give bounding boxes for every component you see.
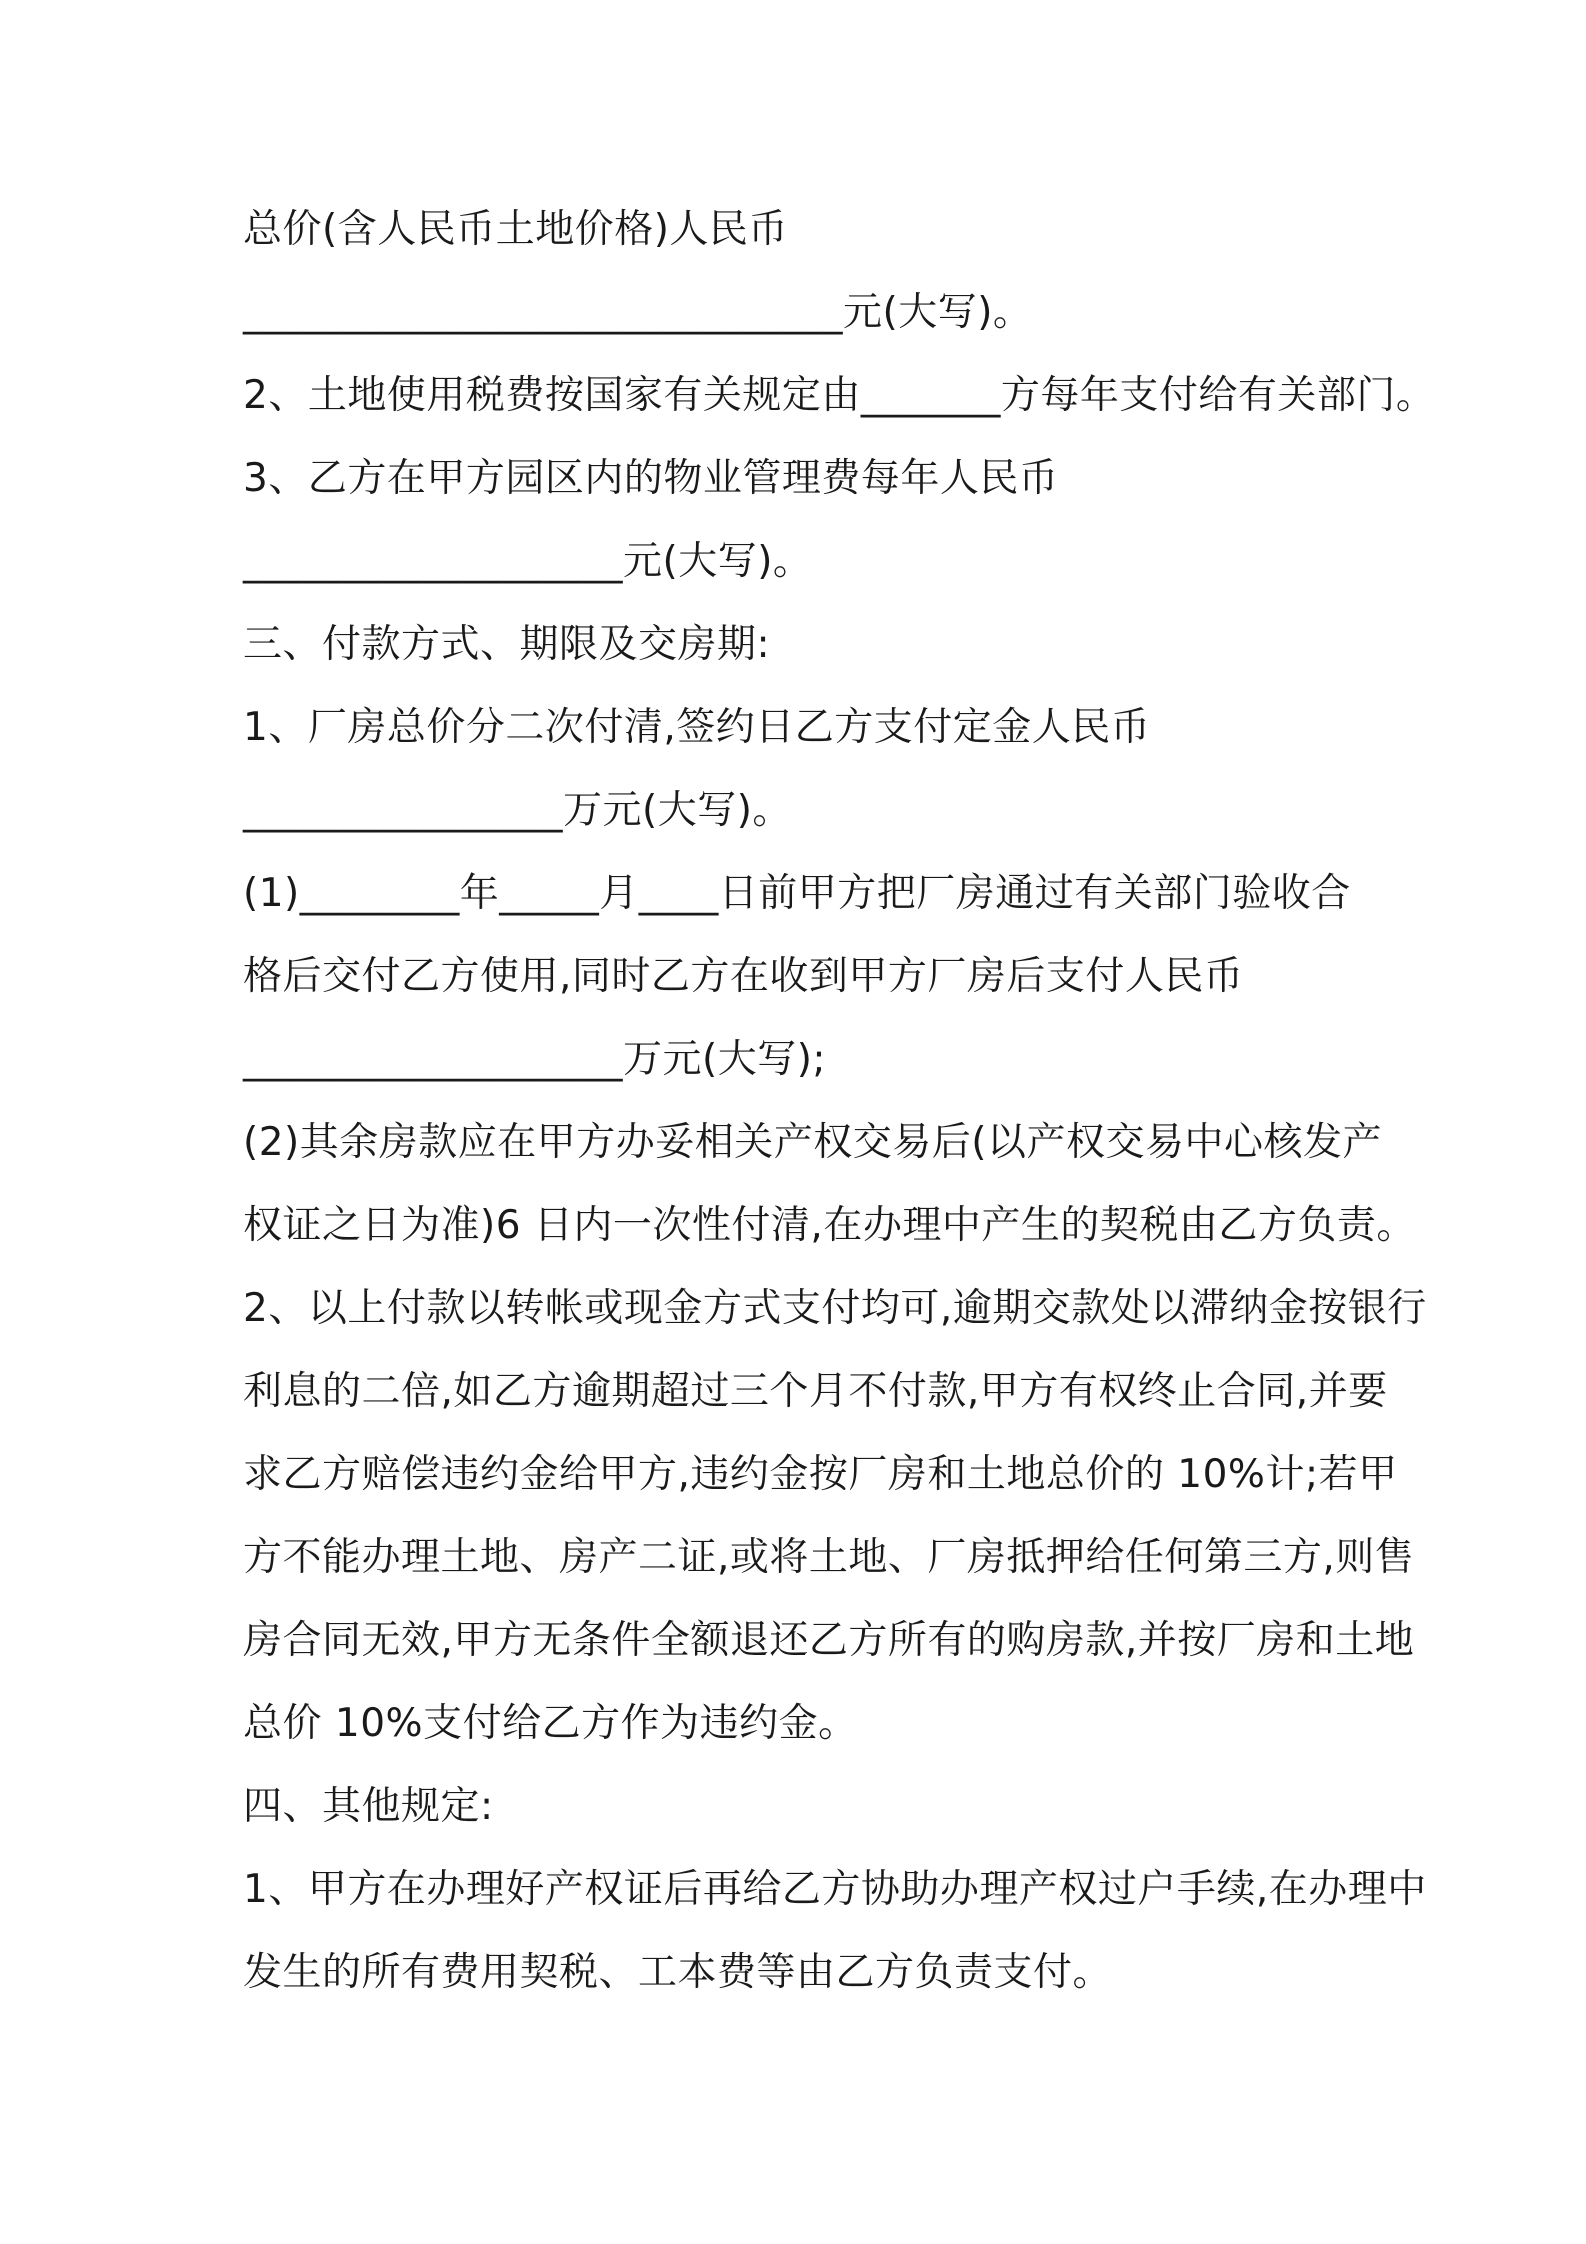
clause-payment-installments: 1、厂房总价分二次付清,签约日乙方支付定金人民币 bbox=[243, 705, 1151, 750]
clause-delivery-date-cont: 格后交付乙方使用,同时乙方在收到甲方厂房后支付人民币 bbox=[243, 954, 1244, 999]
property-fee-amount-line: ___________________元(大写)。 bbox=[243, 539, 813, 584]
clause-payment-method-cont-1: 利息的二倍,如乙方逾期超过三个月不付款,甲方有权终止合同,并要 bbox=[243, 1369, 1388, 1414]
clause-payment-method-cont-3: 方不能办理土地、房产二证,或将土地、厂房抵押给任何第三方,则售 bbox=[243, 1535, 1415, 1580]
clause-payment-method-cont-5: 总价 10%支付给乙方作为违约金。 bbox=[243, 1701, 858, 1746]
clause-payment-method-cont-4: 房合同无效,甲方无条件全额退还乙方所有的购房款,并按厂房和土地 bbox=[243, 1618, 1415, 1663]
clause-payment-method: 2、以上付款以转帐或现金方式支付均可,逾期交款处以滞纳金按银行 bbox=[243, 1286, 1427, 1331]
section-heading-other: 四、其他规定: bbox=[243, 1784, 494, 1829]
clause-title-transfer: 1、甲方在办理好产权证后再给乙方协助办理产权过户手续,在办理中 bbox=[243, 1867, 1427, 1912]
clause-delivery-date: (1)________年_____月____日前甲方把厂房通过有关部门验收合 bbox=[243, 871, 1351, 916]
section-heading-payment: 三、付款方式、期限及交房期: bbox=[243, 622, 771, 667]
clause-property-fee: 3、乙方在甲方园区内的物业管理费每年人民币 bbox=[243, 456, 1059, 501]
deposit-amount-line: ________________万元(大写)。 bbox=[243, 788, 792, 833]
clause-remaining-payment: (2)其余房款应在甲方办妥相关产权交易后(以产权交易中心核发产 bbox=[243, 1120, 1382, 1165]
clause-payment-method-cont-2: 求乙方赔偿违约金给甲方,违约金按厂房和土地总价的 10%计;若甲 bbox=[243, 1452, 1398, 1497]
total-price-line: 总价(含人民币土地价格)人民币 bbox=[243, 207, 788, 252]
total-price-amount-line: ______________________________元(大写)。 bbox=[243, 290, 1033, 335]
second-payment-amount-line: ___________________万元(大写); bbox=[243, 1037, 827, 1082]
clause-remaining-payment-cont: 权证之日为准)6 日内一次性付清,在办理中产生的契税由乙方负责。 bbox=[243, 1203, 1416, 1248]
clause-title-transfer-cont: 发生的所有费用契税、工本费等由乙方负责支付。 bbox=[243, 1950, 1113, 1995]
clause-land-tax: 2、土地使用税费按国家有关规定由_______方每年支付给有关部门。 bbox=[243, 373, 1436, 418]
